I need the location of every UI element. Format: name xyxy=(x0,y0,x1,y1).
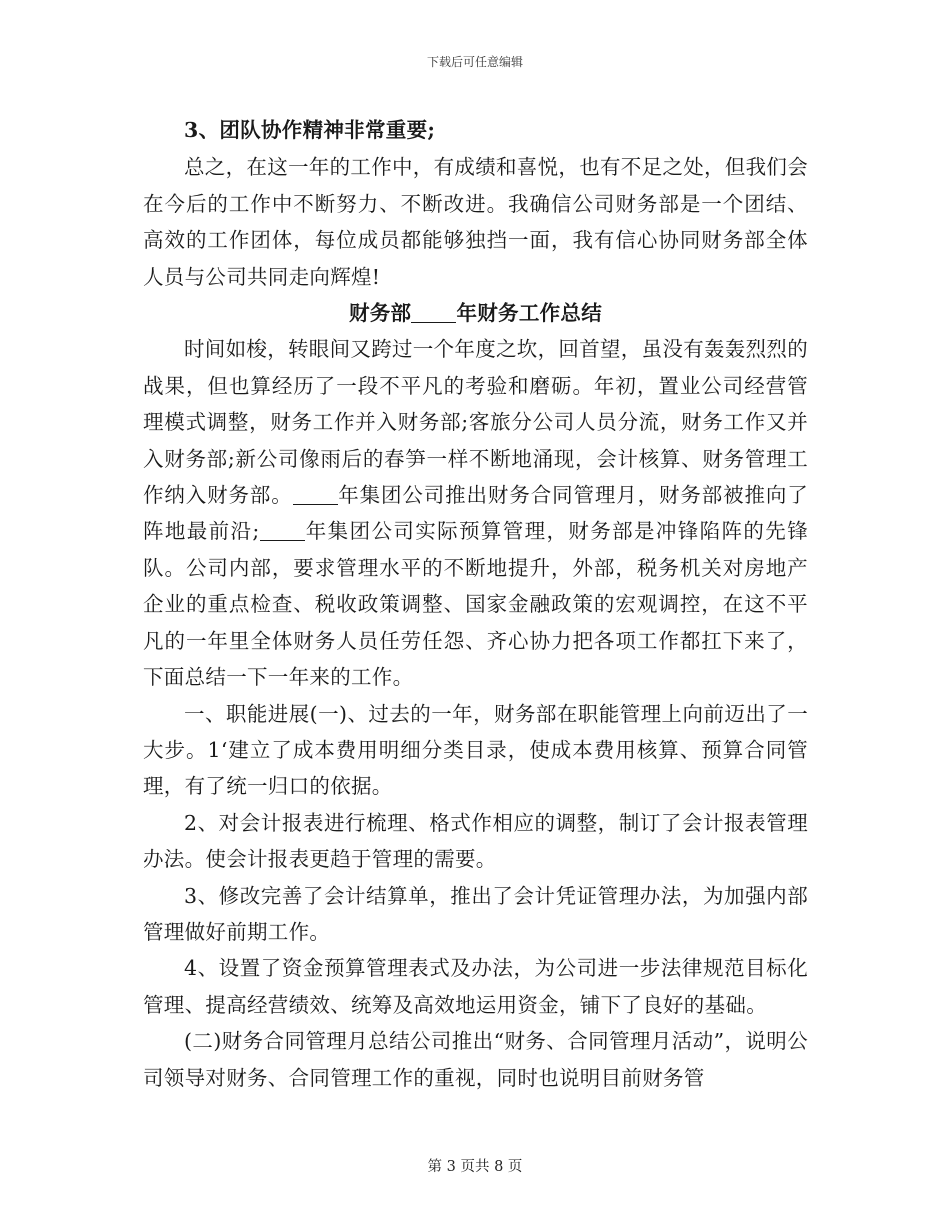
header-note: 下载后可任意编辑 xyxy=(426,55,523,69)
function-progress-paragraph: 一、职能进展(一)、过去的一年，财务部在职能管理上向前迈出了一大步。1‘建立了成本费用明细分类目录，使成本费用核算、预算合同管理，有了统一归口的依据。 xyxy=(143,701,808,799)
intro-part3: 年集团公司实际预算管理，财务部是冲锋陷阵的先锋队。公司内部，要求管理水平的不断地提升，外部，税务机关对房地产企业的重点检查、税收政策调整、国家金融政策的宏观调控，在这不平凡的一年里全体财务人员任劳任怨、齐心协力把各项工作都扛下来了，下面总结一下一年来的工作。 xyxy=(143,519,808,690)
summary-paragraph: 总之，在这一年的工作中，有成绩和喜悦，也有不足之处，但我们会在今后的工作中不断努力、不断改进。我确信公司财务部是一个团结、高效的工作团体，每位成员都能够独挡一面，我有信心协同财务部全体人员与公司共同走向辉煌! xyxy=(143,155,808,289)
contract-month-paragraph: (二)财务合同管理月总结公司推出“财务、合同管理月活动”，说明公司领导对财务、合同管理工作的重视，同时也说明目前财务管 xyxy=(143,1029,808,1090)
page-number: 第 3 页共 8 页 xyxy=(427,1159,523,1175)
intro-part2: 年集团公司推出财务合同管理月，财务部被推向了阵地最前沿; xyxy=(143,483,808,544)
article-title xyxy=(143,295,808,331)
budget-paragraph: 4、设置了资金预算管理表式及办法，为公司进一步法律规范目标化管理、提高经营绩效、统筹及高效地运用资金，铺下了良好的基础。 xyxy=(143,956,808,1017)
intro-paragraph xyxy=(143,331,808,695)
title-prefix: 财务部 xyxy=(348,301,412,326)
intro-part1: 时间如梭，转眼间又跨过一个年度之坎，回首望，虽没有轰轰烈烈的战果，但也算经历了一段不平凡的考验和磨砺。年初，置业公司经营管理模式调整，财务工作并入财务部;客旅分公司人员分流，财务工作又并入财务部;新公司像雨后的春笋一样不断地涌现，会计核算、财务管理工作纳入财务部。 xyxy=(143,337,808,508)
item-3-heading: 3、团队协作精神非常重要; xyxy=(184,118,436,142)
document-body xyxy=(143,112,808,1096)
title-blank xyxy=(411,302,456,324)
title-suffix: 年财务工作总结 xyxy=(456,301,603,326)
year-blank-1 xyxy=(293,484,338,506)
report-paragraph: 2、对会计报表进行梳理、格式作相应的调整，制订了会计报表管理办法。使会计报表更趋于管理的需要。 xyxy=(143,810,808,872)
year-blank-2 xyxy=(260,520,305,542)
settlement-paragraph: 3、修改完善了会计结算单，推出了会计凭证管理办法，为加强内部管理做好前期工作。 xyxy=(143,883,808,944)
